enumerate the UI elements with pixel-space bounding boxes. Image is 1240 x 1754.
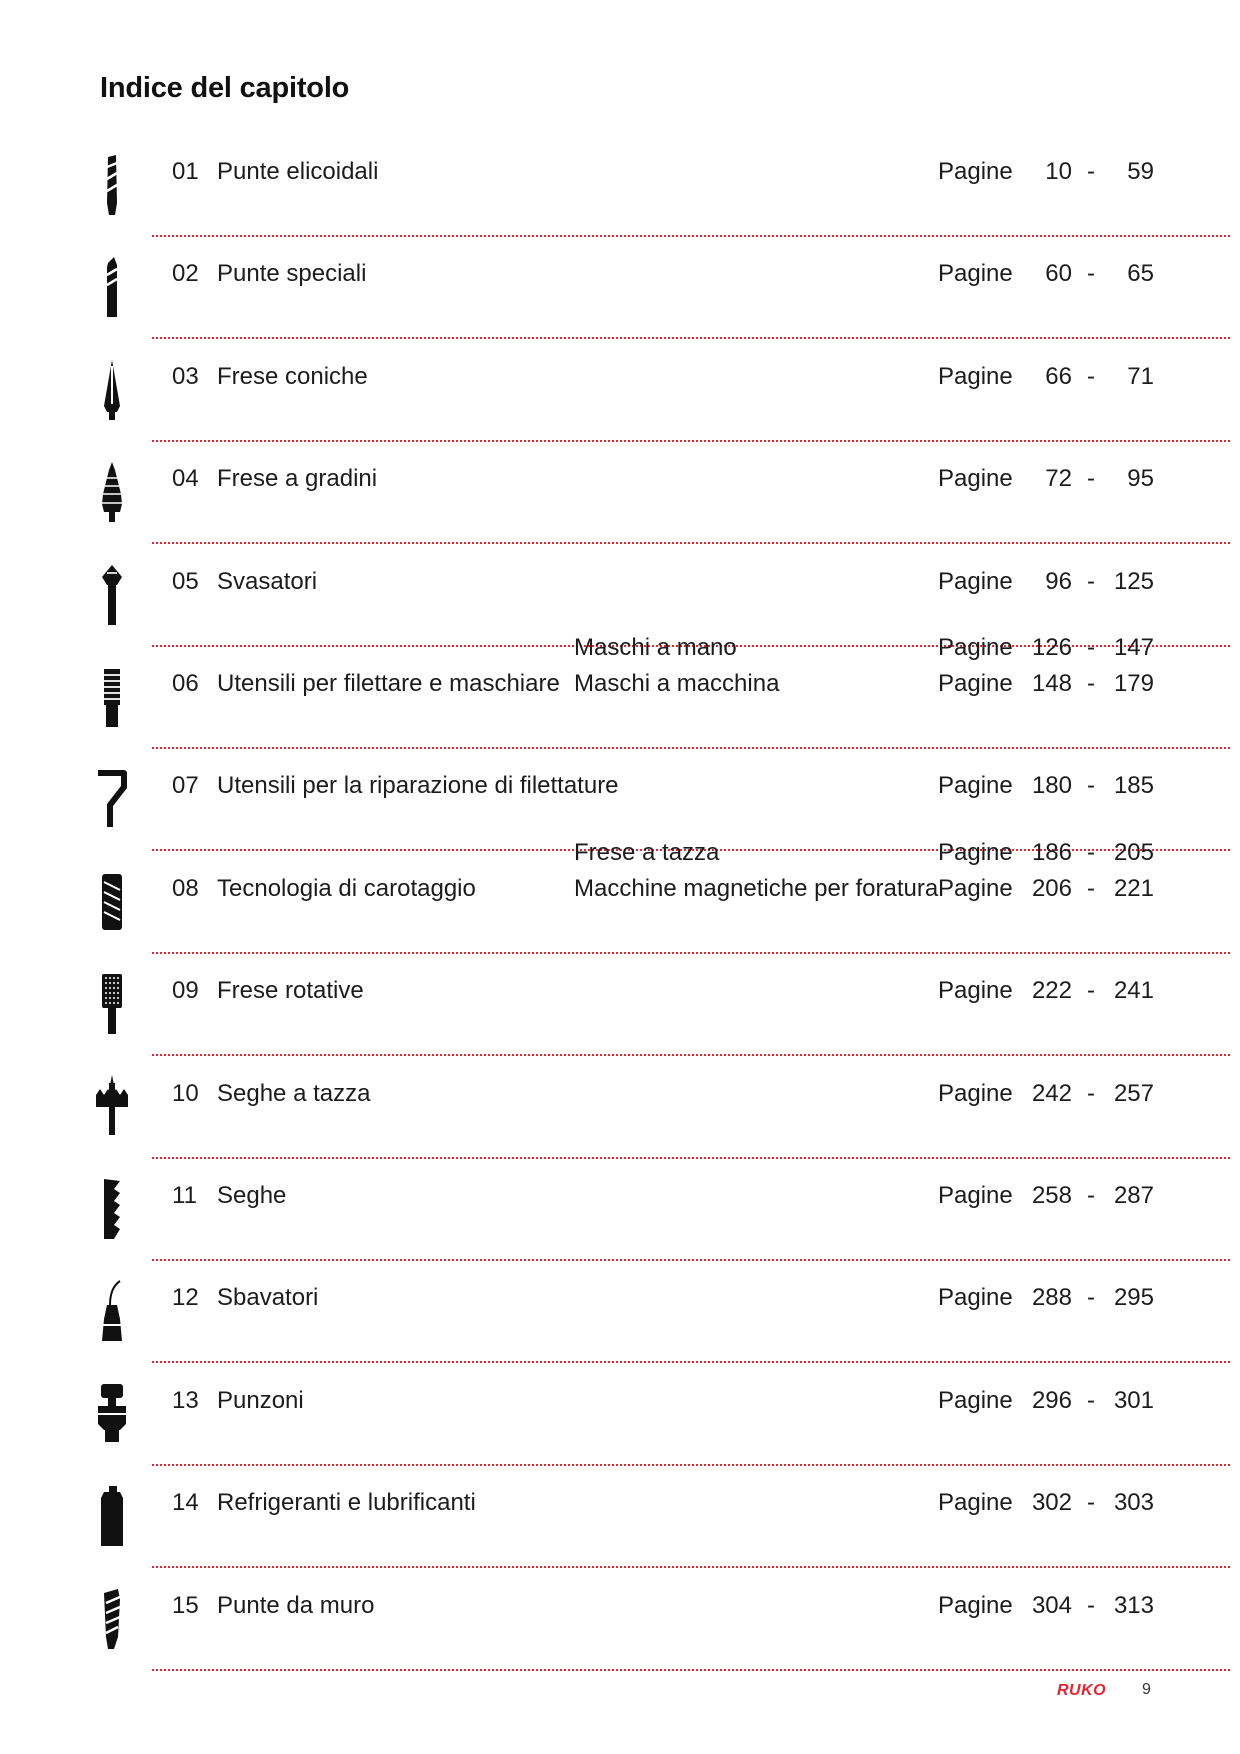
chapter-line — [0, 838, 1240, 868]
pages-label: Pagine — [938, 1182, 1013, 1209]
page-range-dash: - — [1087, 874, 1095, 902]
chapter-number: 15 — [172, 1591, 199, 1619]
page-to: 65 — [1127, 260, 1154, 288]
page-from: 304 — [1031, 1591, 1072, 1619]
chapter-row-15[interactable] — [0, 1569, 1240, 1671]
chapter-line — [0, 567, 1240, 597]
page-to: 71 — [1127, 362, 1154, 390]
chapter-row-01[interactable] — [0, 135, 1240, 237]
pages-label: Pagine — [938, 567, 1013, 595]
page-title: Indice del capitolo — [100, 72, 350, 104]
page-from: 72 — [1045, 465, 1072, 493]
chapter-row-14[interactable] — [0, 1466, 1240, 1568]
chapter-subsection: Maschi a mano — [574, 634, 737, 661]
page-from: 288 — [1031, 1284, 1072, 1312]
chapter-number: 04 — [172, 465, 199, 493]
chapter-row-13[interactable] — [0, 1364, 1240, 1466]
page-from: 302 — [1031, 1489, 1072, 1517]
page-range-dash: - — [1087, 977, 1095, 1005]
page-range-dash: - — [1087, 838, 1095, 866]
chapter-title: Utensili per filettare e maschiare — [217, 670, 560, 697]
page-from: 258 — [1031, 1182, 1072, 1209]
page-from: 60 — [1045, 260, 1072, 288]
page-number: 9 — [1142, 1681, 1151, 1698]
chapter-subsection: Frese a tazza — [574, 838, 720, 866]
page-from: 96 — [1045, 567, 1072, 595]
pages-label: Pagine — [938, 1489, 1013, 1517]
pages-label: Pagine — [938, 362, 1013, 390]
page-range-dash: - — [1087, 1284, 1095, 1312]
page-to: 185 — [1113, 772, 1154, 800]
pages-label: Pagine — [938, 1591, 1013, 1619]
chapter-title: Sbavatori — [217, 1284, 319, 1312]
chapter-number: 06 — [172, 670, 199, 697]
chapter-line — [0, 259, 1240, 289]
chapter-line — [0, 669, 1240, 699]
chapter-title: Svasatori — [217, 567, 318, 595]
chapter-title: Frese a gradini — [217, 465, 378, 493]
chapter-number: 01 — [172, 158, 199, 185]
page-to: 287 — [1113, 1182, 1154, 1209]
page-range-dash: - — [1087, 1386, 1095, 1414]
chapter-line — [0, 1181, 1240, 1211]
chapter-title: Punte elicoidali — [217, 158, 379, 185]
page-to: 241 — [1113, 977, 1154, 1005]
chapter-row-11[interactable] — [0, 1159, 1240, 1261]
pages-label: Pagine — [938, 260, 1013, 288]
chapter-number: 07 — [172, 772, 199, 800]
page-from: 222 — [1031, 977, 1072, 1005]
chapter-subsection: Maschi a macchina — [574, 670, 780, 697]
page-from: 10 — [1045, 158, 1072, 185]
chapter-title: Seghe a tazza — [217, 1079, 371, 1107]
pages-label: Pagine — [938, 772, 1013, 800]
pages-label: Pagine — [938, 1079, 1013, 1107]
chapter-line — [0, 1283, 1240, 1313]
chapter-number: 08 — [172, 874, 199, 902]
pages-label: Pagine — [938, 1284, 1013, 1312]
chapter-number: 02 — [172, 260, 199, 288]
chapter-line — [0, 1079, 1240, 1109]
chapter-title: Punzoni — [217, 1386, 304, 1414]
page-from: 206 — [1031, 874, 1072, 902]
page-from: 148 — [1031, 670, 1072, 697]
pages-label: Pagine — [938, 670, 1013, 697]
page-to: 205 — [1113, 838, 1154, 866]
page-range-dash: - — [1087, 634, 1095, 661]
chapter-subsection: Macchine magnetiche per foratura — [574, 874, 939, 902]
chapter-number: 09 — [172, 977, 199, 1005]
chapter-number: 11 — [172, 1182, 197, 1209]
page-from: 242 — [1031, 1079, 1072, 1107]
page-to: 95 — [1127, 465, 1154, 493]
chapter-line — [0, 633, 1240, 663]
pages-label: Pagine — [938, 838, 1013, 866]
page-range-dash: - — [1087, 1079, 1095, 1107]
page-to: 257 — [1113, 1079, 1154, 1107]
page-range-dash: - — [1087, 1182, 1095, 1209]
pages-label: Pagine — [938, 634, 1013, 661]
chapter-title: Punte speciali — [217, 260, 367, 288]
chapter-line — [0, 874, 1240, 904]
chapter-title: Refrigeranti e lubrificanti — [217, 1489, 476, 1517]
chapter-row-10[interactable] — [0, 1057, 1240, 1159]
chapter-row-04[interactable] — [0, 442, 1240, 544]
pages-label: Pagine — [938, 977, 1013, 1005]
chapter-number: 10 — [172, 1079, 199, 1107]
chapter-line — [0, 464, 1240, 494]
pages-label: Pagine — [938, 158, 1013, 185]
chapter-row-12[interactable] — [0, 1261, 1240, 1363]
chapter-row-07[interactable] — [0, 749, 1240, 851]
page-to: 179 — [1113, 670, 1154, 697]
chapter-number: 13 — [172, 1386, 199, 1414]
page-range-dash: - — [1087, 1591, 1095, 1619]
page-from: 66 — [1045, 362, 1072, 390]
page-range-dash: - — [1087, 567, 1095, 595]
page-range-dash: - — [1087, 465, 1095, 493]
chapter-line — [0, 1488, 1240, 1518]
page-from: 296 — [1031, 1386, 1072, 1414]
page-to: 59 — [1127, 158, 1154, 185]
chapter-number: 14 — [172, 1489, 199, 1517]
chapter-line — [0, 976, 1240, 1006]
page-to: 125 — [1113, 567, 1154, 595]
chapter-row-03[interactable] — [0, 340, 1240, 442]
pages-label: Pagine — [938, 874, 1013, 902]
page-to: 147 — [1113, 634, 1154, 661]
page-range-dash: - — [1087, 362, 1095, 390]
chapter-title: Utensili per la riparazione di filettature — [217, 772, 619, 800]
chapter-line — [0, 1591, 1240, 1621]
chapter-title: Seghe — [217, 1182, 287, 1209]
page-to: 313 — [1113, 1591, 1154, 1619]
chapter-title: Tecnologia di carotaggio — [217, 874, 476, 902]
chapter-title: Frese coniche — [217, 362, 368, 390]
page-from: 180 — [1031, 772, 1072, 800]
page-from: 126 — [1031, 634, 1072, 661]
page-from: 186 — [1031, 838, 1072, 866]
page-range-dash: - — [1087, 670, 1095, 697]
chapter-number: 03 — [172, 362, 199, 390]
page-range-dash: - — [1087, 1489, 1095, 1517]
chapter-line — [0, 157, 1240, 187]
dotted-divider — [152, 1669, 1230, 1671]
page-to: 301 — [1113, 1386, 1154, 1414]
chapter-line — [0, 362, 1240, 392]
page-range-dash: - — [1087, 260, 1095, 288]
chapter-row-05[interactable] — [0, 545, 1240, 647]
chapter-line — [0, 771, 1240, 801]
pages-label: Pagine — [938, 1386, 1013, 1414]
chapter-number: 05 — [172, 567, 199, 595]
chapter-line — [0, 1386, 1240, 1416]
chapter-title: Punte da muro — [217, 1591, 375, 1619]
chapter-title: Frese rotative — [217, 977, 364, 1005]
chapter-row-08[interactable] — [0, 838, 1240, 954]
chapter-row-02[interactable] — [0, 237, 1240, 339]
page-range-dash: - — [1087, 158, 1095, 185]
page-to: 303 — [1113, 1489, 1154, 1517]
chapter-row-09[interactable] — [0, 954, 1240, 1056]
page-to: 221 — [1113, 874, 1154, 902]
page-range-dash: - — [1087, 772, 1095, 800]
page-to: 295 — [1113, 1284, 1154, 1312]
ruko-logo: RUKO — [1057, 1682, 1107, 1699]
chapter-row-06[interactable] — [0, 634, 1240, 749]
chapter-number: 12 — [172, 1284, 199, 1312]
pages-label: Pagine — [938, 465, 1013, 493]
